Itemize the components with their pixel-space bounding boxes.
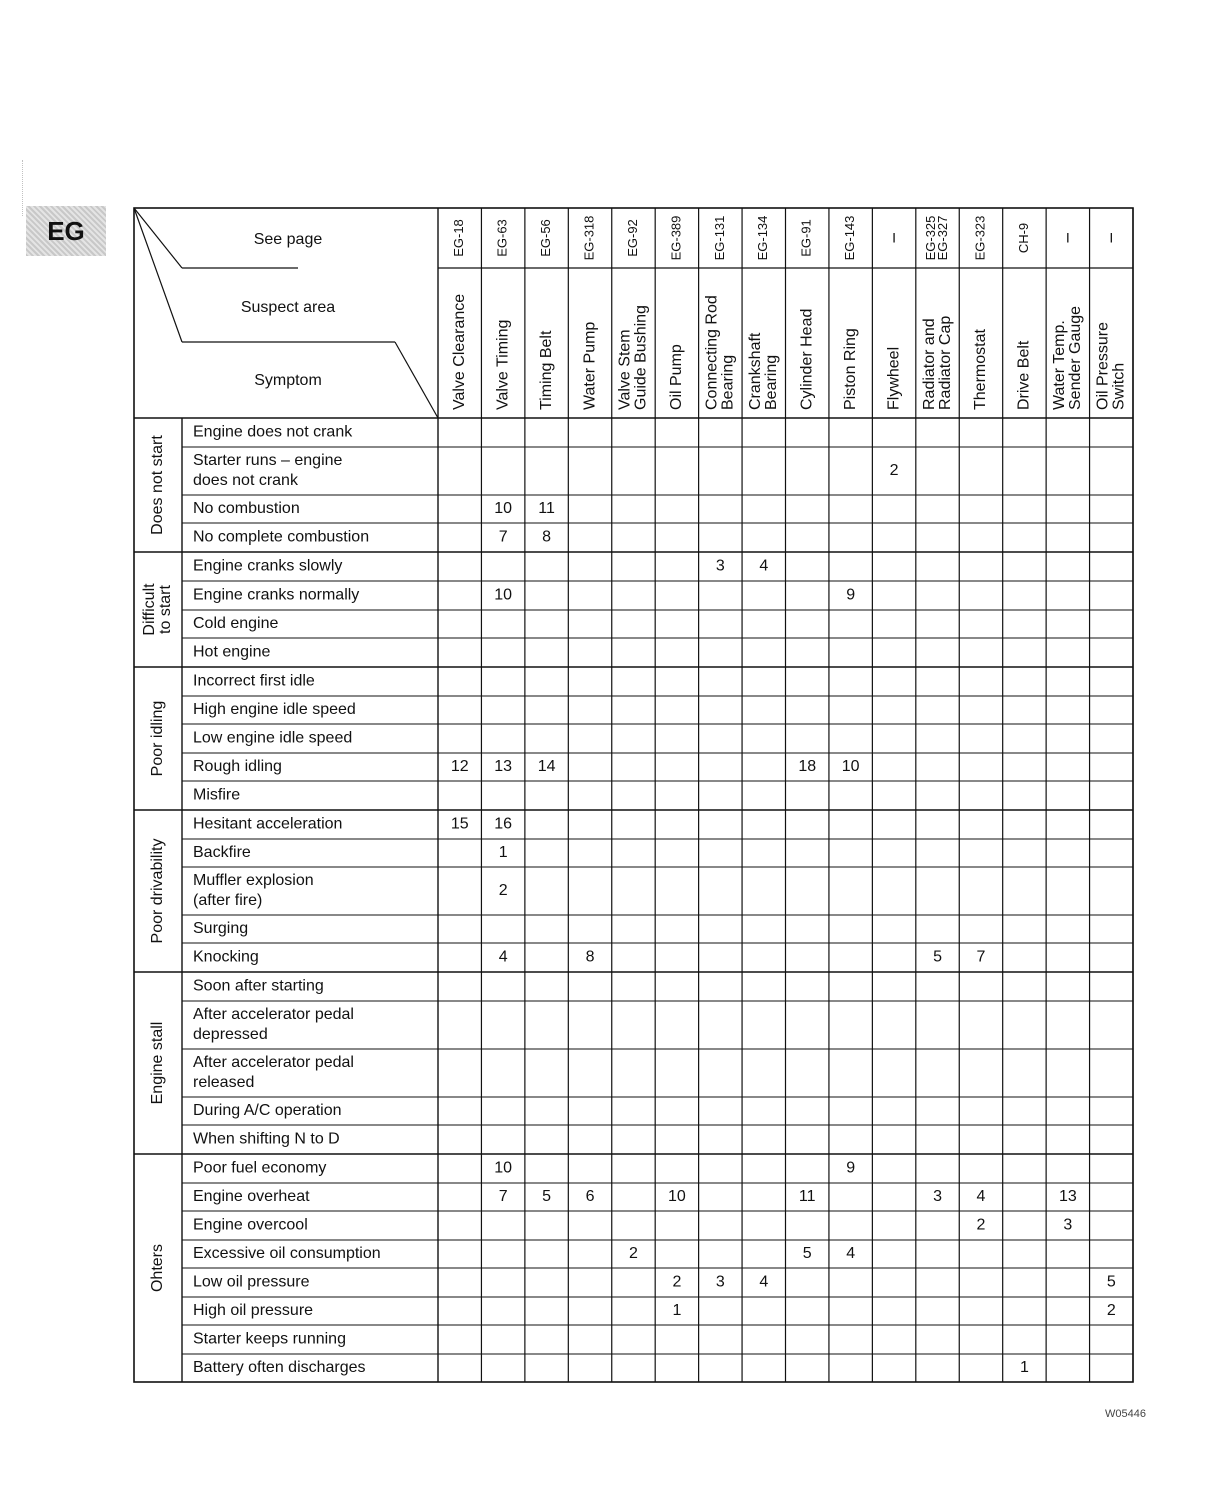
suspect-area-name: Connecting Rod — [703, 295, 721, 410]
priority-value: 4 — [759, 557, 769, 575]
suspect-area-name: Water Pump — [581, 321, 599, 410]
see-page-ref: I — [1065, 229, 1070, 246]
priority-value: 3 — [1063, 1216, 1073, 1234]
symptom-text: Rough idling — [193, 758, 282, 776]
see-page-ref: EG-143 — [842, 215, 858, 261]
see-page-ref: EG-63 — [494, 219, 510, 257]
symptom-text: Surging — [193, 920, 249, 938]
symptom-text: does not crank — [193, 472, 298, 490]
priority-value: 10 — [494, 1159, 513, 1177]
suspect-area-name: Drive Belt — [1015, 340, 1033, 410]
symptom-text: Hot engine — [193, 643, 271, 661]
priority-value: 2 — [629, 1245, 638, 1263]
priority-value: 15 — [450, 815, 469, 833]
suspect-area-name: Water Temp. — [1051, 320, 1069, 410]
header-diagonal-top — [134, 208, 182, 268]
priority-value: 4 — [498, 948, 508, 966]
symptom-text: Hesitant acceleration — [193, 815, 343, 833]
see-page-ref: EG-134 — [755, 215, 771, 261]
priority-value: 2 — [498, 882, 508, 900]
priority-value: 13 — [1058, 1188, 1077, 1206]
priority-value: 7 — [498, 1188, 508, 1206]
priority-value: 1 — [1019, 1359, 1029, 1377]
priority-value: 12 — [450, 758, 469, 776]
symptom-text: Backfire — [193, 844, 251, 862]
symptom-text: depressed — [193, 1026, 268, 1044]
suspect-area-name: Radiator and — [920, 318, 938, 410]
see-page-ref: EG-91 — [798, 219, 814, 257]
see-page-ref: I — [892, 229, 897, 246]
suspect-area-name: Crankshaft — [747, 332, 765, 410]
suspect-area-name: Switch — [1110, 362, 1128, 410]
priority-value: 5 — [933, 948, 942, 966]
priority-value: 5 — [542, 1188, 552, 1206]
section-tab-label: EG — [47, 215, 85, 246]
group-label: Does not start — [149, 435, 167, 535]
suspect-area-name: Radiator Cap — [936, 315, 954, 410]
priority-value: 7 — [498, 528, 508, 546]
symptom-text: During A/C operation — [193, 1102, 342, 1120]
symptom-text: Muffler explosion — [193, 872, 314, 890]
suspect-area-name: Oil Pressure — [1094, 321, 1112, 410]
see-page-ref: EG-323 — [972, 215, 988, 261]
symptom-text: Engine does not crank — [193, 423, 353, 441]
suspect-area-name: Valve Stem — [616, 329, 634, 410]
symptom-text: Excessive oil consumption — [193, 1245, 381, 1263]
symptom-text: After accelerator pedal — [193, 1006, 354, 1024]
suspect-area-name: Bearing — [719, 354, 737, 410]
suspect-area-name: Bearing — [763, 354, 781, 410]
symptom-text: Poor fuel economy — [193, 1159, 327, 1177]
priority-value: 3 — [715, 557, 725, 575]
see-page-ref: EG-327 — [934, 215, 950, 261]
header-diagonal-right — [395, 342, 438, 418]
symptom-text: No combustion — [193, 500, 300, 518]
suspect-area-name: Thermostat — [972, 329, 990, 410]
priority-value: 4 — [759, 1273, 769, 1291]
see-page-ref: I — [1109, 229, 1114, 246]
symptom-text: Knocking — [193, 948, 259, 966]
priority-value: 7 — [976, 948, 986, 966]
priority-value: 1 — [498, 844, 508, 862]
suspect-area-name: Valve Clearance — [450, 293, 468, 410]
symptom-text: Battery often discharges — [193, 1359, 366, 1377]
suspect-area-name: Sender Gauge — [1067, 305, 1085, 410]
suspect-area-name: Piston Ring — [841, 328, 859, 410]
priority-value: 11 — [798, 1188, 816, 1206]
priority-value: 6 — [585, 1188, 595, 1206]
priority-value: 9 — [846, 586, 856, 604]
see-page-ref: EG-92 — [624, 219, 640, 257]
group-label: Ohters — [149, 1243, 167, 1293]
symptom-text: Starter keeps running — [193, 1330, 346, 1348]
priority-value: 3 — [933, 1188, 942, 1206]
priority-value: 4 — [846, 1245, 856, 1263]
symptom-text: Cold engine — [193, 615, 279, 633]
priority-value: 10 — [494, 500, 513, 518]
priority-value: 4 — [976, 1188, 986, 1206]
priority-value: 2 — [889, 462, 899, 480]
priority-value: 8 — [585, 948, 595, 966]
symptom-text: Engine overheat — [193, 1188, 310, 1206]
symptom-text: Engine cranks slowly — [193, 557, 343, 575]
priority-value: 1 — [672, 1302, 682, 1320]
symptom-text: (after fire) — [193, 892, 263, 910]
suspect-area-name: Oil Pump — [668, 344, 686, 410]
priority-value: 10 — [494, 586, 513, 604]
group-label: Difficult — [141, 583, 159, 636]
see-page-label: See page — [253, 231, 323, 249]
header-diagonal-left — [134, 208, 182, 342]
symptom-text: High engine idle speed — [193, 701, 356, 719]
priority-value: 11 — [538, 500, 555, 518]
symptom-text: Soon after starting — [193, 977, 324, 995]
see-page-ref: EG-56 — [538, 219, 554, 257]
symptom-text: High oil pressure — [193, 1302, 314, 1320]
symptom-text: Low oil pressure — [193, 1273, 310, 1291]
symptom-label: Symptom — [254, 372, 322, 390]
page-code: W05446 — [1105, 1408, 1146, 1420]
symptom-text: Starter runs – engine — [193, 452, 343, 470]
priority-value: 2 — [672, 1273, 682, 1291]
see-page-ref: EG-389 — [668, 215, 684, 261]
symptom-text: released — [193, 1074, 255, 1092]
group-label: Engine stall — [149, 1021, 167, 1105]
priority-value: 5 — [1106, 1273, 1116, 1291]
symptom-text: When shifting N to D — [193, 1130, 340, 1148]
symptom-text: Incorrect first idle — [193, 672, 315, 690]
see-page-ref: EG-325 — [922, 215, 938, 261]
suspect-area-name: Guide Bushing — [632, 305, 650, 410]
suspect-area-name: Flywheel — [885, 346, 903, 410]
symptom-text: Engine overcool — [193, 1216, 308, 1234]
priority-value: 5 — [802, 1245, 812, 1263]
suspect-area-name: Timing Belt — [537, 330, 555, 410]
priority-value: 14 — [537, 758, 556, 776]
see-page-ref: CH-9 — [1015, 222, 1031, 254]
priority-value: 10 — [668, 1188, 686, 1206]
priority-value: 2 — [1106, 1302, 1116, 1320]
suspect-area-label: Suspect area — [240, 299, 336, 317]
priority-value: 2 — [976, 1216, 986, 1234]
group-label: to start — [157, 585, 175, 634]
group-label: Poor drivability — [149, 838, 167, 944]
suspect-area-name: Valve Timing — [494, 319, 512, 410]
symptom-text: After accelerator pedal — [193, 1054, 354, 1072]
priority-value: 9 — [846, 1159, 856, 1177]
priority-value: 3 — [715, 1273, 725, 1291]
symptom-text: No complete combustion — [193, 528, 370, 546]
priority-value: 8 — [542, 528, 552, 546]
symptom-text: Engine cranks normally — [193, 586, 360, 604]
see-page-ref: EG-18 — [451, 219, 467, 257]
symptom-text: Misfire — [193, 786, 241, 804]
symptom-text: Low engine idle speed — [193, 729, 353, 747]
priority-value: 13 — [494, 758, 513, 776]
see-page-ref: EG-131 — [711, 215, 727, 261]
priority-value: 10 — [841, 758, 860, 776]
priority-value: 16 — [494, 815, 513, 833]
group-label: Poor idling — [149, 700, 167, 777]
see-page-ref: EG-318 — [581, 215, 597, 261]
priority-value: 18 — [798, 758, 817, 776]
suspect-area-name: Cylinder Head — [798, 308, 816, 410]
